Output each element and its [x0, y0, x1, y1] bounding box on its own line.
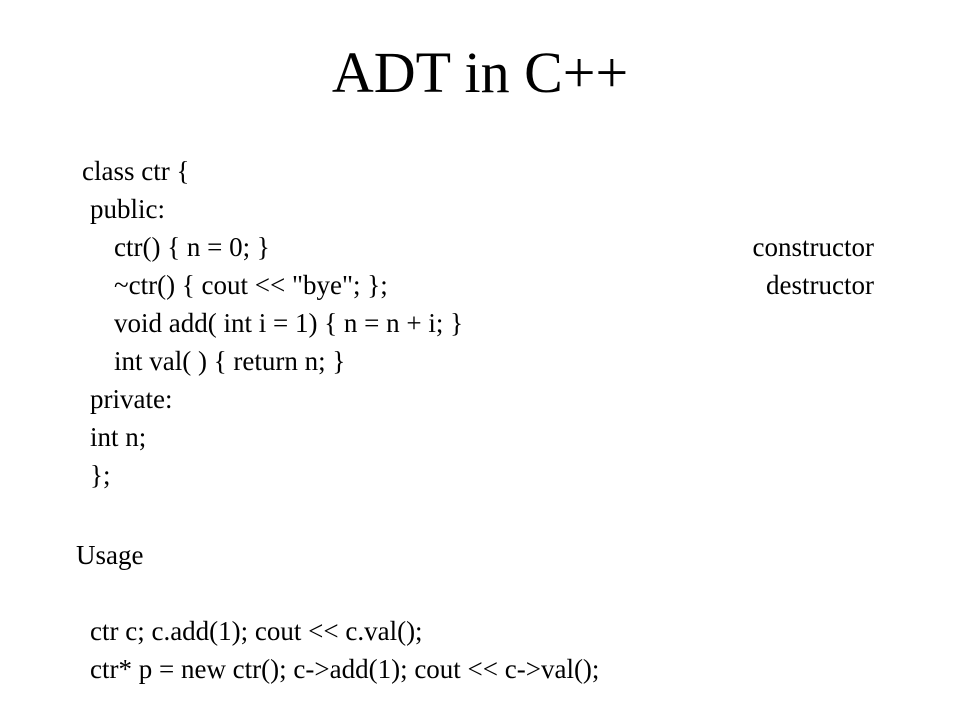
usage-heading: Usage: [76, 540, 144, 570]
code-line-val: int val( ) { return n; }: [114, 346, 346, 376]
code-line-member: int n;: [90, 422, 147, 452]
code-line-constructor: ctr() { n = 0; }: [114, 232, 270, 262]
constructor-annotation: constructor: [752, 232, 874, 262]
code-line-destructor: ~ctr() { cout << "bye"; };: [114, 270, 388, 300]
usage-line-2: ctr* p = new ctr(); c->add(1); cout << c->val();: [90, 654, 600, 684]
destructor-annotation: destructor: [766, 270, 874, 300]
code-line-add: void add( int i = 1) { n = n + i; }: [114, 308, 464, 338]
usage-line-1: ctr c; c.add(1); cout << c.val();: [90, 616, 423, 646]
code-line-private: private:: [90, 384, 173, 414]
code-line-class-close: };: [90, 460, 111, 490]
slide-title: ADT in C++: [331, 40, 629, 105]
code-line-class-open: class ctr {: [82, 156, 190, 186]
code-line-public: public:: [90, 194, 165, 224]
